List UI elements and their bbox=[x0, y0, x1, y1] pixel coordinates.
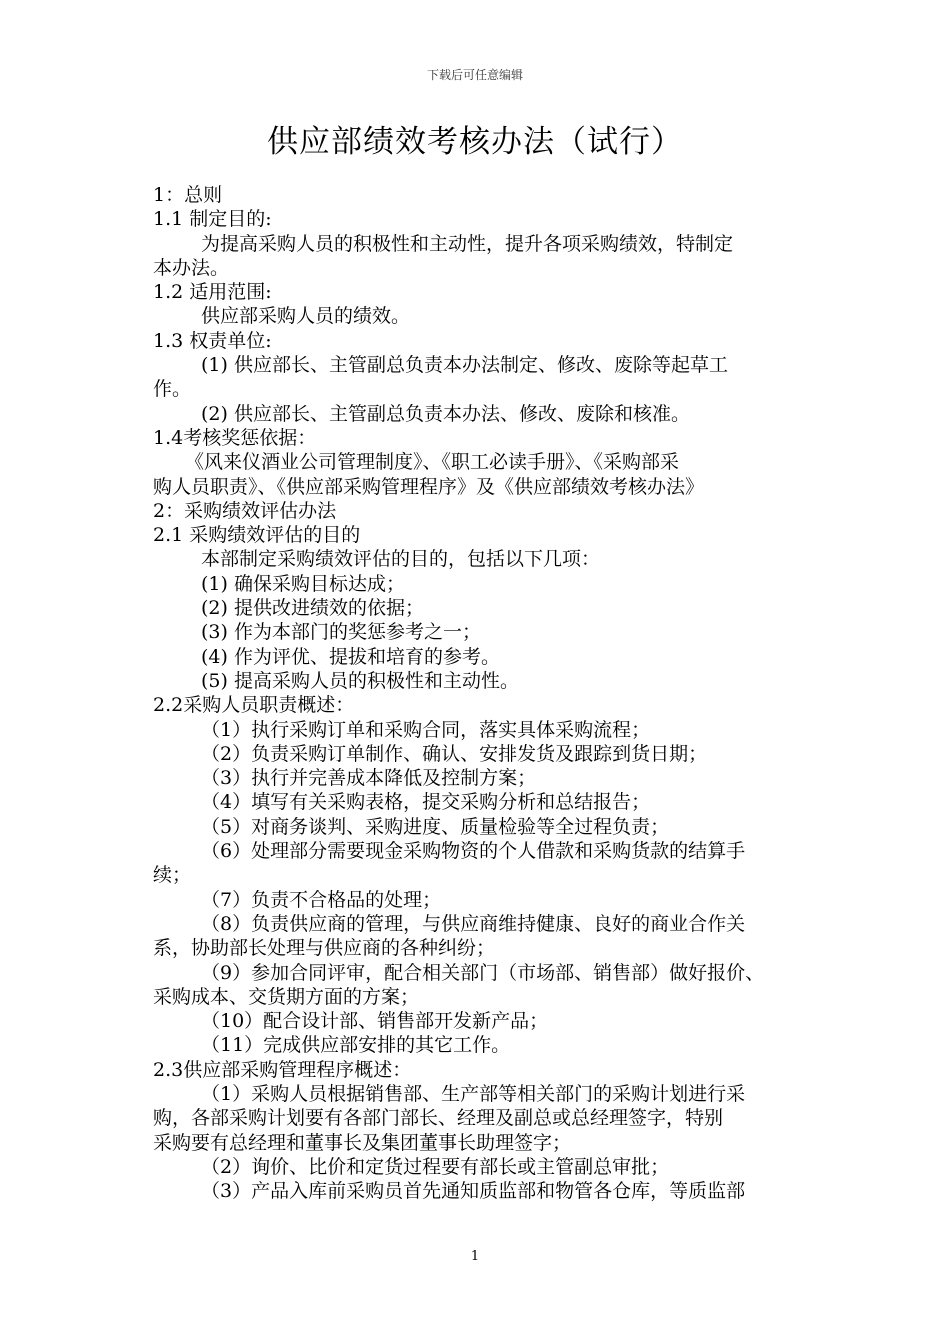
text-line: （9）参加合同评审，配合相关部门（市场部、销售部）做好报价、 bbox=[201, 961, 765, 984]
text-line: 1.2 适用范围: bbox=[153, 281, 272, 304]
text-line: 1.4考核奖惩依据： bbox=[153, 426, 317, 449]
text-line: （10）配合设计部、销售部开发新产品； bbox=[201, 1010, 549, 1033]
text-line: (1) 供应部长、主管副总负责本办法制定、修改、废除等起草工 bbox=[201, 354, 728, 377]
text-line: 本部制定采购绩效评估的目的，包括以下几项： bbox=[201, 548, 601, 571]
text-line: 作。 bbox=[153, 378, 192, 401]
text-line: 为提高采购人员的积极性和主动性，提升各项采购绩效，特制定 bbox=[201, 232, 734, 255]
text-line: 续； bbox=[153, 864, 192, 887]
text-line: （6）处理部分需要现金采购物资的个人借款和采购货款的结算手 bbox=[201, 840, 746, 863]
document-body bbox=[153, 183, 833, 1203]
text-line: （1）采购人员根据销售部、生产部等相关部门的采购计划进行采 bbox=[201, 1082, 746, 1105]
text-line: 2.2采购人员职责概述： bbox=[153, 694, 355, 717]
text-line: (4) 作为评优、提拔和培育的参考。 bbox=[201, 645, 500, 668]
text-line: （3）执行并完善成本降低及控制方案； bbox=[201, 767, 537, 790]
text-line: （5）对商务谈判、采购进度、质量检验等全过程负责； bbox=[201, 815, 670, 838]
text-line: 购人员职责》、《供应部采购管理程序》及《供应部绩效考核办法》 bbox=[153, 475, 705, 498]
text-line: （2）负责采购订单制作、确认、安排发货及跟踪到货日期； bbox=[201, 742, 708, 765]
text-line: 本办法。 bbox=[153, 256, 230, 279]
page-number: 1 bbox=[470, 1249, 480, 1264]
text-line: （7）负责不合格品的处理； bbox=[201, 888, 442, 911]
text-line: 采购成本、交货期方面的方案； bbox=[153, 985, 420, 1008]
text-line: 2：采购绩效评估办法 bbox=[153, 499, 337, 522]
text-line: （2）询价、比价和定货过程要有部长或主管副总审批； bbox=[201, 1155, 670, 1178]
text-line: (2) 提供改进绩效的依据； bbox=[201, 597, 424, 620]
text-line: 2.1 采购绩效评估的目的 bbox=[153, 524, 361, 547]
text-line: (1) 确保采购目标达成； bbox=[201, 572, 405, 595]
text-line: 1.3 权责单位: bbox=[153, 329, 272, 352]
text-line: (3) 作为本部门的奖惩参考之一； bbox=[201, 621, 481, 644]
text-line: (2) 供应部长、主管副总负责本办法、修改、废除和核准。 bbox=[201, 402, 690, 425]
text-line: （3）产品入库前采购员首先通知质监部和物管各仓库，等质监部 bbox=[201, 1180, 746, 1203]
text-line: 1.1 制定目的: bbox=[153, 208, 272, 231]
text-line: 1：总则 bbox=[153, 184, 223, 206]
text-line: （8）负责供应商的管理，与供应商维持健康、良好的商业合作关 bbox=[201, 912, 746, 935]
text-line: （11）完成供应部安排的其它工作。 bbox=[201, 1034, 511, 1057]
text-line: （1）执行采购订单和采购合同，落实具体采购流程； bbox=[201, 718, 651, 741]
text-line: (5) 提高采购人员的积极性和主动性。 bbox=[201, 669, 519, 692]
text-line: （4）填写有关采购表格，提交采购分析和总结报告； bbox=[201, 791, 651, 814]
text-line: 购，各部采购计划要有各部门部长、经理及副总或总经理签字，特别 bbox=[153, 1107, 724, 1130]
text-line: 2.3供应部采购管理程序概述： bbox=[153, 1058, 412, 1081]
text-line: 采购要有总经理和董事长及集团董事长助理签字； bbox=[153, 1131, 572, 1154]
text-line: 《风来仪酒业公司管理制度》、《职工必读手册》、《采购部采 bbox=[185, 451, 680, 474]
text-line: 供应部采购人员的绩效。 bbox=[201, 305, 411, 328]
document-title: 供应部绩效考核办法（试行） bbox=[267, 124, 683, 160]
text-line: 系，协助部长处理与供应商的各种纠纷； bbox=[153, 937, 496, 960]
page-header: 下载后可任意编辑 bbox=[426, 68, 523, 82]
